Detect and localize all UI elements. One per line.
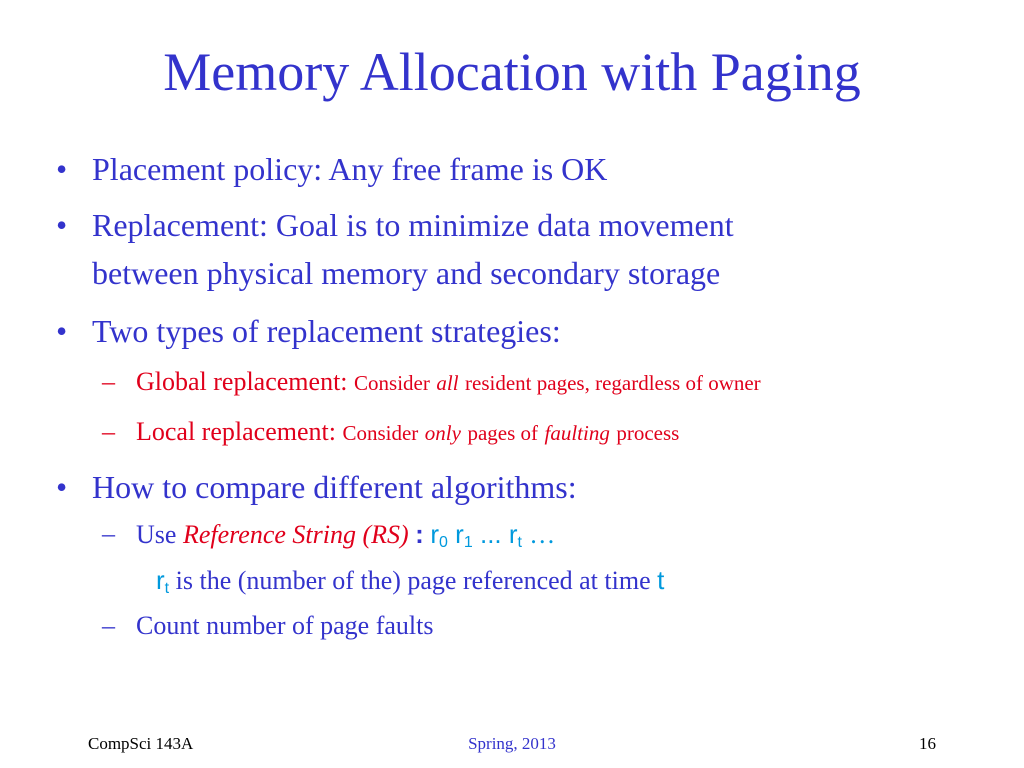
process-text: process (616, 421, 680, 445)
bullet-text-line1: Replacement: Goal is to minimize data movement (92, 207, 734, 243)
rt-symbol: $r_t$ (156, 565, 170, 597)
bullet-text: Two types of replacement strategies: (92, 313, 561, 349)
page-title: Memory Allocation with Paging (163, 42, 861, 102)
emphasis-only: only (424, 421, 461, 445)
bullet-text: How to compare different algorithms: (92, 469, 577, 505)
bullet-text: Placement policy: Any free frame is OK (92, 151, 608, 187)
consider-text: Consider (354, 371, 430, 395)
colon: : (415, 519, 424, 549)
use-label: Use (136, 520, 177, 549)
bullet-marker: • (56, 313, 68, 349)
dash-marker: – (102, 367, 115, 396)
bullet-marker: • (56, 469, 68, 505)
reference-string-label: Reference String (RS) (182, 520, 409, 549)
footer-course: CompSci 143A (88, 734, 194, 753)
footer-term: Spring, 2013 (468, 734, 556, 753)
time-symbol: t (657, 565, 665, 595)
global-replacement-desc: resident pages, regardless of owner (465, 371, 761, 395)
emphasis-all: all (436, 371, 459, 395)
rt-description (156, 564, 664, 597)
footer-page-number: 16 (919, 734, 936, 753)
dash-marker: – (102, 417, 115, 446)
count-faults-text: Count number of page faults (136, 611, 434, 640)
global-replacement-label: Global replacement: (136, 367, 348, 396)
reference-string-notation: $r_0$ $r_1$ ... $r_t$ … (430, 519, 556, 551)
bullet-marker: • (56, 207, 68, 243)
dash-marker: – (102, 519, 115, 548)
emphasis-faulting: faulting (544, 421, 610, 445)
rt-description-text: is the (number of the) page referenced at time (175, 566, 651, 595)
pages-of-text: pages of (467, 421, 538, 445)
local-replacement-label: Local replacement: (136, 417, 336, 446)
consider-text: Consider (342, 421, 419, 445)
bullet-marker: • (56, 151, 68, 187)
bullet-text-line2: between physical memory and secondary storage (92, 255, 721, 291)
dash-marker: – (102, 611, 115, 640)
